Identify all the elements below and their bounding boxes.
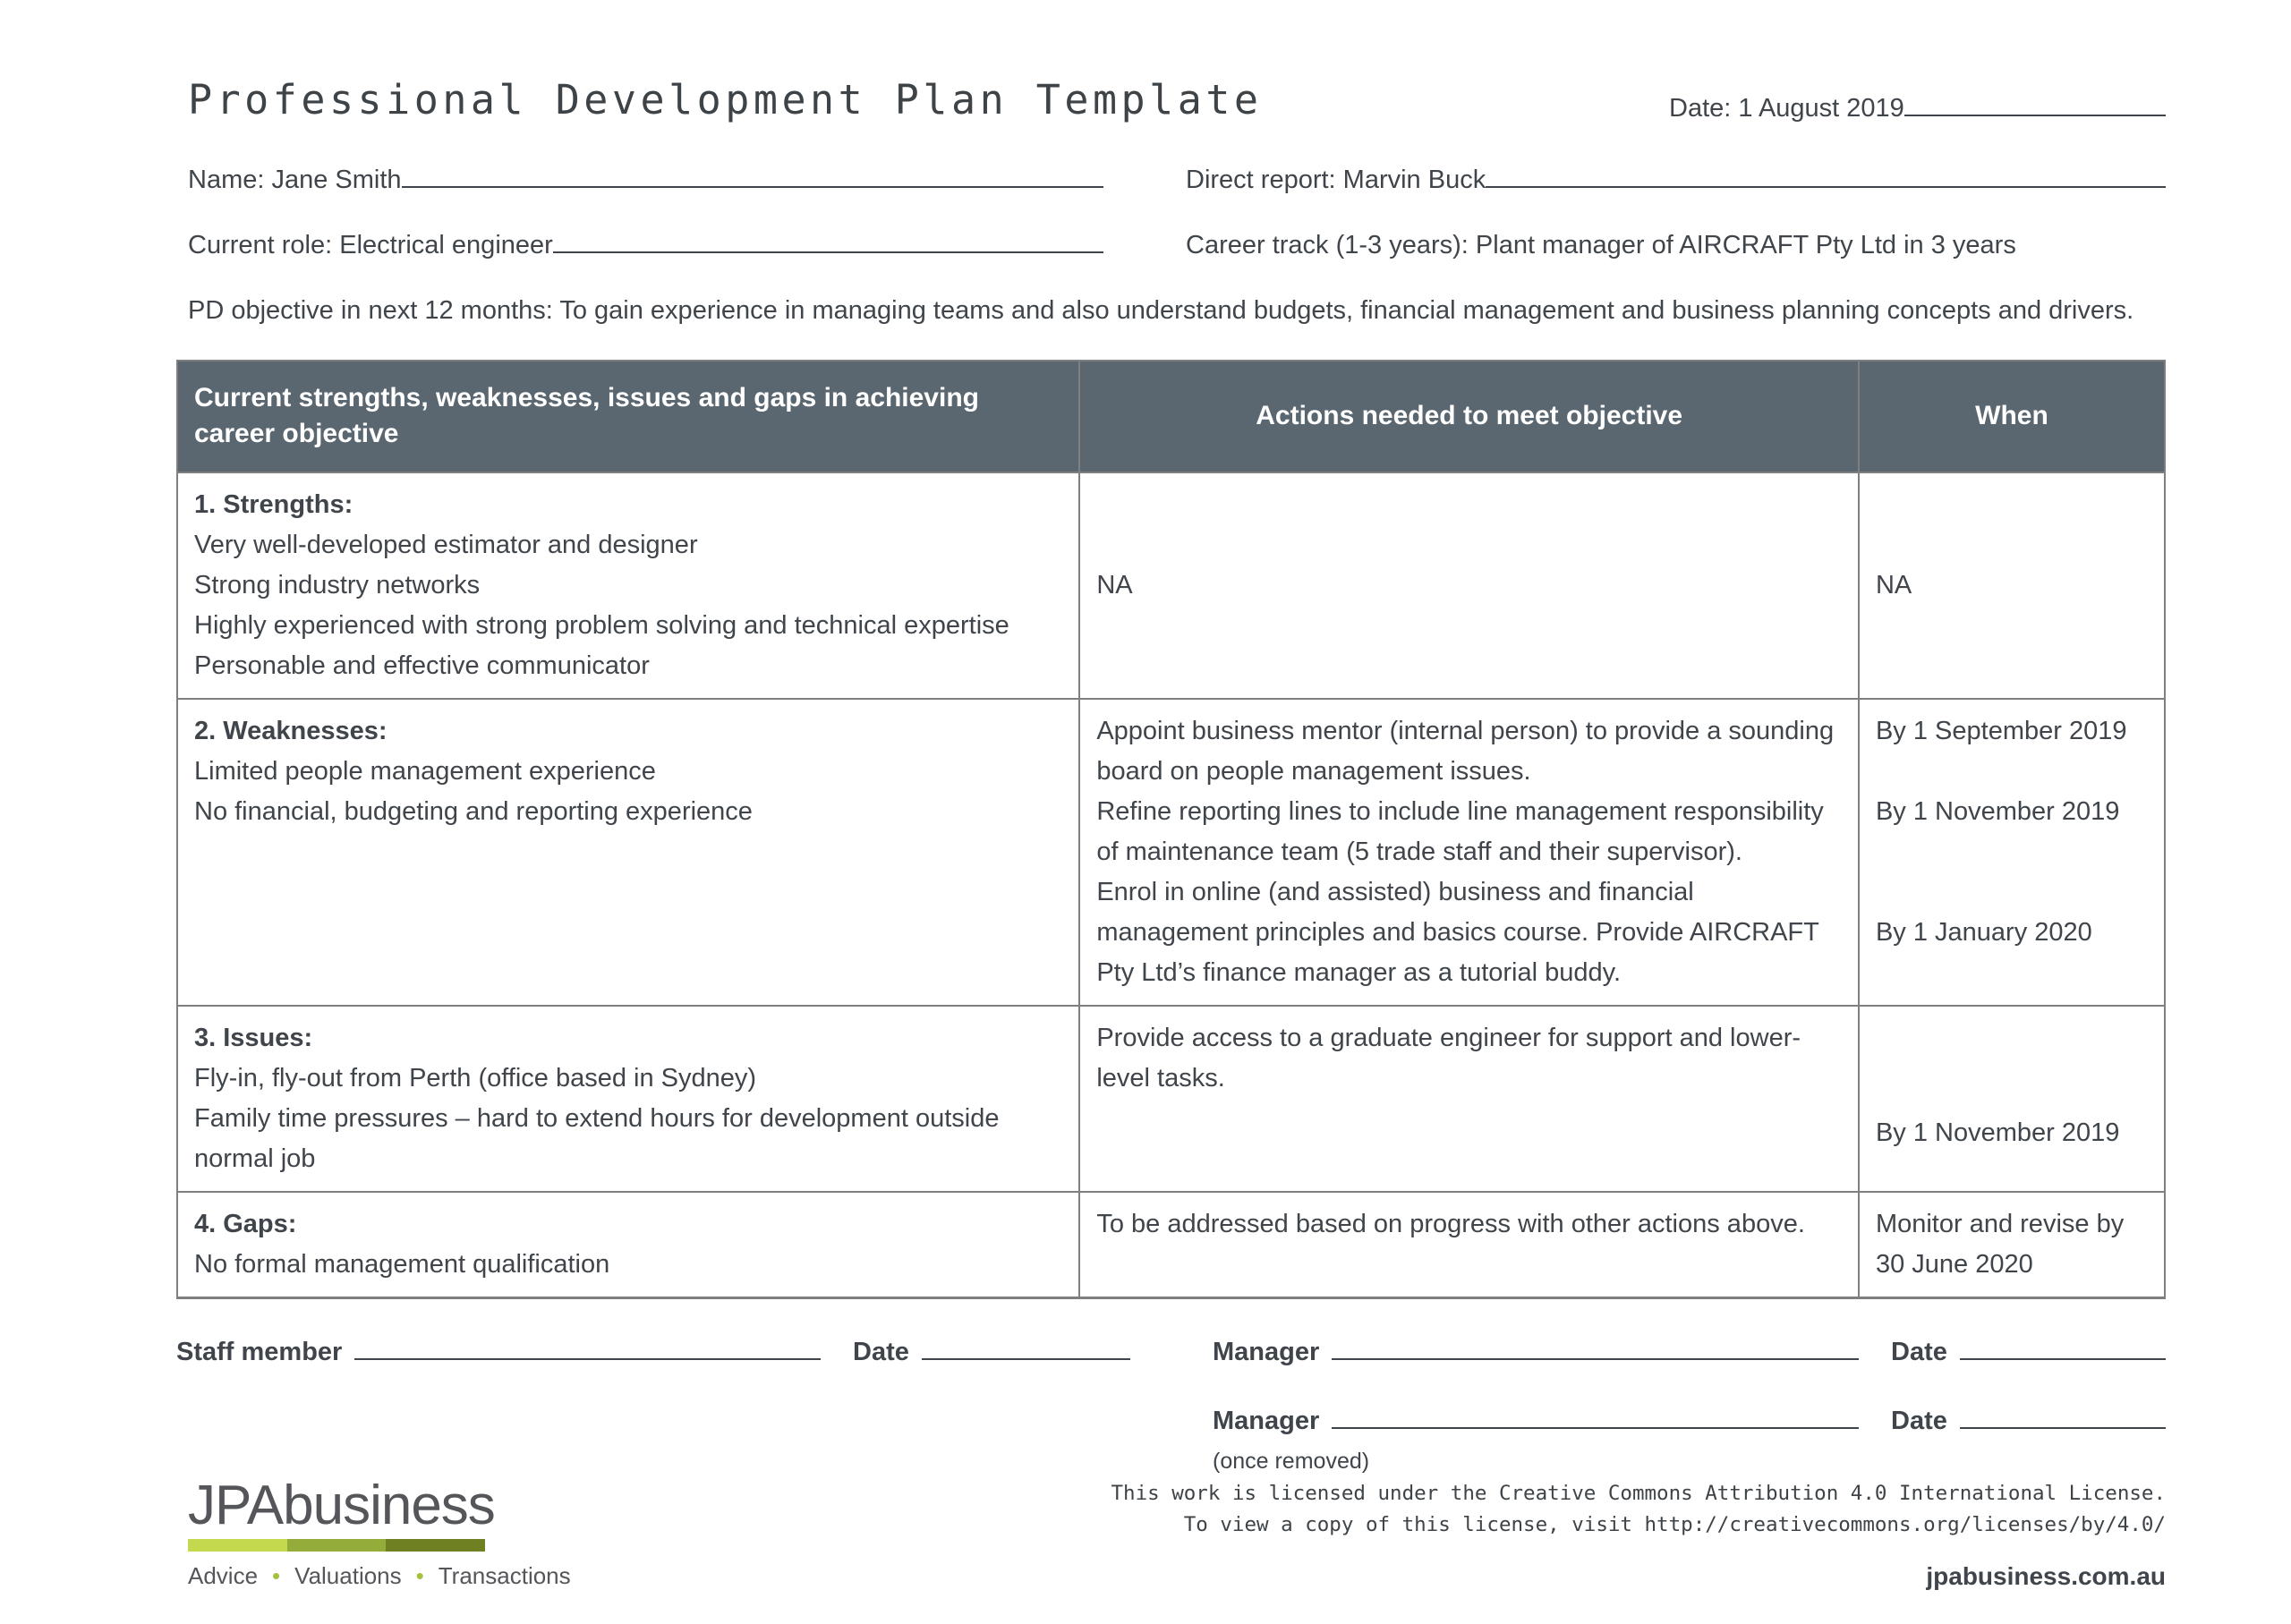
table-row-weaknesses [177,699,2165,1006]
direct-report-label: Direct report: Marvin Buck [1186,166,1486,195]
license-line-1: This work is licensed under the Creative Commons Attribution 4.0 International License. [1111,1482,2166,1505]
manager-date-signature [1891,1333,2166,1367]
weaknesses-when: By 1 January 2020 [1875,917,2092,947]
footer [188,1475,2166,1591]
name-field [188,161,1186,195]
issues-actions-cell [1079,1006,1859,1192]
signature-section [176,1333,2166,1475]
weaknesses-when: By 1 September 2019 [1875,716,2127,745]
weaknesses-action: Refine reporting lines to include line management responsibility of maintenance team (5 trade staff and their supervisor). [1096,796,1824,866]
logo-bar-dark-segment [386,1539,485,1552]
strengths-actions-cell [1079,472,1859,699]
manager-signature [1213,1333,1859,1367]
gaps-cell [177,1192,1079,1298]
column-header-actions: Actions needed to meet objective [1079,361,1859,472]
tagline-valuations: Valuations [294,1562,402,1589]
current-role-label: Current role: Electrical engineer [188,230,553,259]
strengths-item: Highly experienced with strong problem solving and technical expertise [194,610,1009,640]
tagline-transactions: Transactions [438,1562,571,1589]
issues-heading: 3. Issues: [194,1023,313,1052]
license-line-2: To view a copy of this license, visit http://creativecommons.org/licenses/by/4.0/ [1183,1513,2166,1536]
bullet-icon: • [415,1562,424,1589]
logo-bar-light-segment [188,1539,287,1552]
current-role-underline [553,225,1103,252]
logo-tagline [188,1562,571,1590]
weaknesses-when-cell [1859,699,2165,1006]
jpabusiness-logo [188,1475,571,1590]
manager-date-label: Date [1891,1338,1947,1367]
manager2-date-signature [1891,1401,2166,1435]
weaknesses-cell [177,699,1079,1006]
weaknesses-action: Appoint business mentor (internal person) to provide a sounding board on people management issues. [1096,716,1835,786]
strengths-cell [177,472,1079,699]
field-row-2 [188,225,2166,259]
career-track-field [1186,231,2166,260]
weaknesses-action: Enrol in online (and assisted) business and financial management principles and basics course. Provide AIRCRAFT Pty Ltd’s finance manager as a tutorial buddy. [1096,877,1819,987]
field-row-1 [188,161,2166,195]
development-plan-table [176,360,2166,1299]
pd-objective-text: PD objective in next 12 months: To gain experience in managing teams and also understand budgets, financial management and business planning concepts and drivers. [188,295,2134,325]
manager2-label: Manager [1213,1406,1320,1435]
column-header-when: When [1859,361,2165,472]
name-label: Name: Jane Smith [188,166,402,195]
gaps-when-cell [1859,1192,2165,1298]
staff-date-label: Date [853,1338,909,1367]
staff-date-underline [922,1333,1130,1360]
name-underline [402,161,1103,188]
table-row-issues [177,1006,2165,1192]
strengths-item: Strong industry networks [194,570,481,599]
manager-underline [1332,1333,1859,1360]
date-label: Date: 1 August 2019 [1669,94,1904,123]
strengths-when: NA [1875,570,1912,599]
date-underline [1904,89,2166,116]
weaknesses-when: By 1 November 2019 [1875,796,2120,826]
title-row [188,76,2166,123]
gaps-when: Monitor and revise by 30 June 2020 [1875,1209,2125,1279]
signature-row-1 [176,1333,2166,1367]
manager2-date-underline [1960,1401,2166,1428]
strengths-action: NA [1096,570,1133,599]
strengths-item: Very well-developed estimator and designer [194,530,698,559]
once-removed-note: (once removed) [1213,1448,1370,1474]
issues-cell [177,1006,1079,1192]
column-header-strengths: Current strengths, weaknesses, issues and gaps in achieving career objective [177,361,1079,472]
license-block [1111,1478,2166,1591]
table-row-gaps [177,1192,2165,1298]
staff-member-label: Staff member [176,1338,343,1367]
weaknesses-item: Limited people management experience [194,756,656,786]
logo-color-bar [188,1539,485,1552]
bullet-icon: • [272,1562,281,1589]
logo-bar-mid-segment [287,1539,387,1552]
gaps-actions-cell [1079,1192,1859,1298]
staff-member-signature [176,1333,821,1367]
manager2-underline [1332,1401,1859,1428]
tagline-advice: Advice [188,1562,259,1589]
manager2-signature [1213,1401,1859,1435]
current-role-field [188,225,1186,259]
website-text: jpabusiness.com.au [1926,1562,2166,1590]
issues-action: Provide access to a graduate engineer for support and lower-level tasks. [1096,1023,1801,1093]
table-row-strengths [177,472,2165,699]
career-track-label: Career track (1-3 years): Plant manager of AIRCRAFT Pty Ltd in 3 years [1186,230,2016,259]
issues-item: Family time pressures – hard to extend hours for development outside normal job [194,1103,1000,1173]
direct-report-field [1186,161,2166,195]
staff-member-underline [354,1333,821,1360]
strengths-item: Personable and effective communicator [194,650,650,680]
issues-when-cell [1859,1006,2165,1192]
manager-date-underline [1960,1333,2166,1360]
weaknesses-actions-cell [1079,699,1859,1006]
signature-row-2 [176,1401,2166,1435]
fields-section [188,161,2166,331]
issues-item: Fly-in, fly-out from Perth (office based in Sydney) [194,1063,757,1093]
weaknesses-item: No financial, budgeting and reporting experience [194,796,753,826]
weaknesses-heading: 2. Weaknesses: [194,716,388,745]
manager2-date-label: Date [1891,1406,1947,1435]
issues-when: By 1 November 2019 [1875,1118,2120,1147]
strengths-heading: 1. Strengths: [194,489,353,519]
strengths-when-cell [1859,472,2165,699]
direct-report-underline [1486,161,2166,188]
date-field [1669,89,2166,123]
gaps-heading: 4. Gaps: [194,1209,297,1238]
table-header-row [177,361,2165,472]
page-title: Professional Development Plan Template [188,76,1263,123]
manager-label: Manager [1213,1338,1320,1367]
logo-wordmark: JPAbusiness [188,1475,495,1536]
staff-date-signature [853,1333,1130,1367]
gaps-item: No formal management qualification [194,1249,610,1279]
gaps-action: To be addressed based on progress with other actions above. [1096,1209,1805,1238]
